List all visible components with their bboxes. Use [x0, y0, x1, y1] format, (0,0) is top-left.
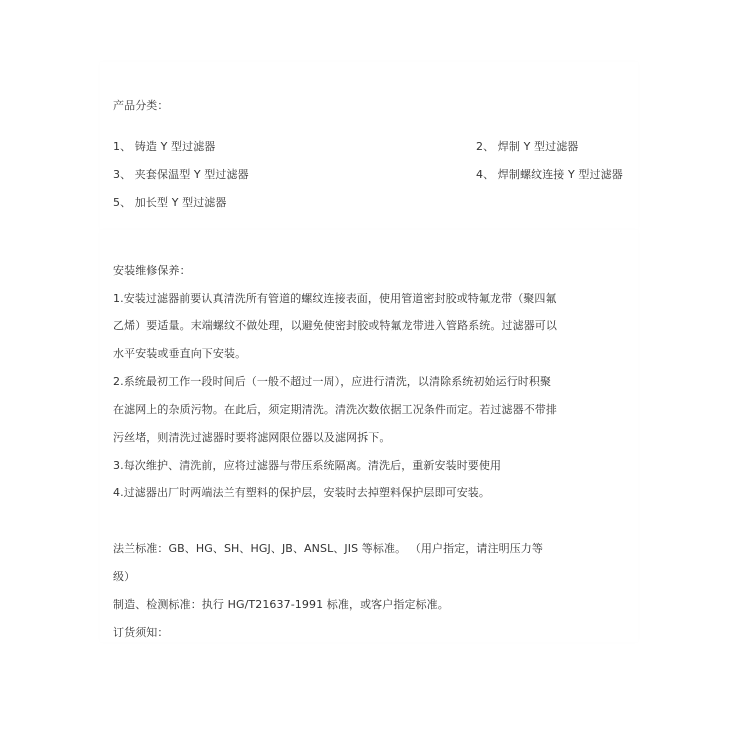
installation-heading: 安装维修保养： [113, 264, 191, 277]
manufacturing-standard-line: 制造、检测标准：执行 HG/T21637-1991 标准，或客户指定标准。 [113, 598, 449, 611]
category-item-2: 2、 焊制 Y 型过滤器 [476, 140, 579, 153]
ordering-notes-heading: 订货须知： [113, 626, 169, 639]
installation-line-6: 污丝堵，则清洗过滤器时要将滤网限位器以及滤网拆下。 [113, 431, 391, 444]
installation-line-3: 水平安装或垂直向下安装。 [113, 347, 247, 360]
product-category-heading: 产品分类： [113, 99, 169, 112]
category-item-5: 5、 加长型 Y 型过滤器 [113, 196, 227, 209]
installation-line-4: 2.系统最初工作一段时间后（一般不超过一周），应进行清洗，以清除系统初始运行时积聚 [113, 375, 552, 388]
flange-standard-line-cont: 级） [113, 570, 136, 583]
installation-line-1: 1.安装过滤器前要认真清洗所有管道的螺纹连接表面，使用管道密封胶或特氟龙带（聚四氟 [113, 292, 557, 305]
category-item-4: 4、 焊制螺纹连接 Y 型过滤器 [476, 168, 623, 181]
installation-line-2: 乙烯）要适量。末端螺纹不做处理，以避免使密封胶或特氟龙带进入管路系统。过滤器可以 [113, 319, 557, 332]
installation-line-8: 4.过滤器出厂时两端法兰有塑料的保护层，安装时去掉塑料保护层即可安装。 [113, 486, 490, 499]
installation-line-5: 在滤网上的杂质污物。在此后，须定期清洗。清洗次数依据工况条件而定。若过滤器不带排 [113, 403, 557, 416]
installation-line-7: 3.每次维护、清洗前，应将过滤器与带压系统隔离。清洗后，重新安装时要使用 [113, 459, 502, 472]
category-item-1: 1、 铸造 Y 型过滤器 [113, 140, 216, 153]
category-item-3: 3、 夹套保温型 Y 型过滤器 [113, 168, 249, 181]
flange-standard-line: 法兰标准：GB、HG、SH、HGJ、JB、ANSL、JIS 等标准。 （用户指定，请注明压力等 [113, 542, 543, 555]
